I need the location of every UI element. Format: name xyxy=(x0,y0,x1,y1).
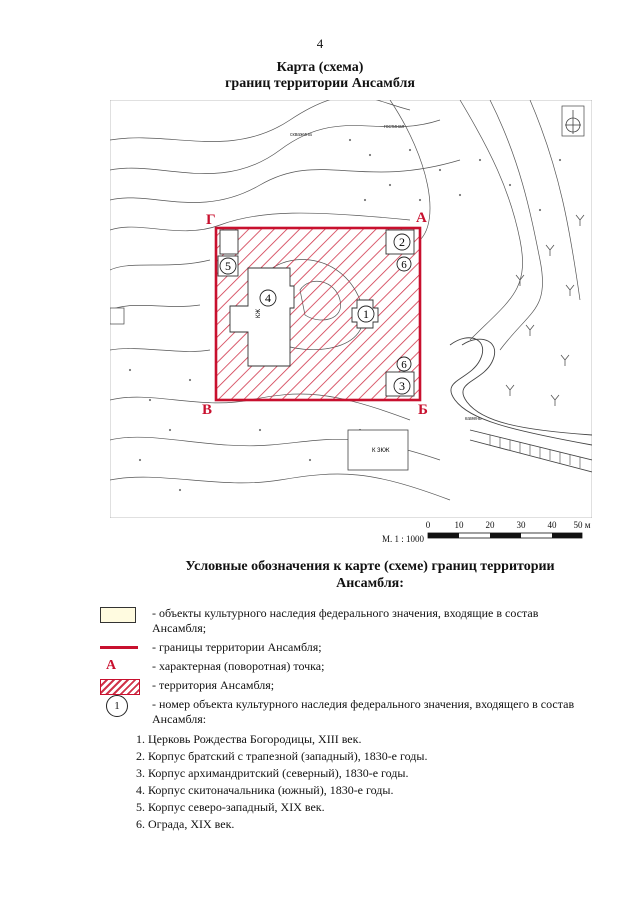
north-arrow-icon xyxy=(562,106,584,136)
road-label: К 3КЖ xyxy=(372,448,390,454)
point-g: Г xyxy=(206,212,216,228)
legend-item-point: А - характерная (поворотная) точка; xyxy=(106,658,325,673)
svg-text:10: 10 xyxy=(454,520,464,530)
point-symbol: А xyxy=(106,658,117,673)
contour-label: гостиная xyxy=(384,124,405,130)
legend-item-objects: - объекты культурного наследия федерального значения, входящие в состав Ансамбля; xyxy=(100,606,580,636)
legend-item-boundary: - границы территории Ансамбля; xyxy=(100,640,580,655)
boundary-map xyxy=(110,100,592,518)
svg-text:1: 1 xyxy=(363,307,369,321)
list-item: 2. Корпус братский с трапезной (западный), 1830-е годы. xyxy=(136,749,428,763)
legend-item-territory: - территория Ансамбля; xyxy=(100,678,580,693)
svg-text:4: 4 xyxy=(265,291,271,305)
list-item: 5. Корпус северо-западный, XIX век. xyxy=(136,800,325,814)
object-number-6-south xyxy=(397,357,411,371)
building-label: КЖ xyxy=(256,308,262,318)
page-number: 4 xyxy=(316,36,324,51)
hatch-swatch-icon xyxy=(100,679,140,695)
svg-text:50 м: 50 м xyxy=(573,520,591,530)
point-v: В xyxy=(202,402,213,418)
contour-label: камень xyxy=(465,416,482,422)
list-item: 1. Церковь Рождества Богородицы, XIII век. xyxy=(136,732,362,746)
svg-text:2: 2 xyxy=(399,235,405,249)
scale-bar xyxy=(382,520,592,550)
page-title xyxy=(0,60,640,92)
legend xyxy=(100,606,580,833)
boundary-line-icon xyxy=(100,646,138,649)
object-number-4 xyxy=(260,290,276,306)
legend-title: Условные обозначения к карте (схеме) границ территории Ансамбля: xyxy=(185,559,555,591)
list-item: 3. Корпус архимандритский (северный), 1830-е годы. xyxy=(136,766,409,780)
object-number-6-north xyxy=(397,257,411,271)
svg-text:40: 40 xyxy=(547,520,557,530)
object-number-5 xyxy=(220,258,236,274)
title-line-1: Карта (схема) xyxy=(276,60,364,75)
point-b: Б xyxy=(418,402,428,418)
object-swatch-icon xyxy=(100,607,136,623)
object-list xyxy=(136,731,580,833)
small-structure xyxy=(110,308,124,324)
scale-ratio: М. 1 : 1000 xyxy=(382,534,425,544)
svg-text:0: 0 xyxy=(425,520,431,530)
object-number-1 xyxy=(358,306,374,322)
contour-label: скважина xyxy=(290,132,312,138)
svg-text:6: 6 xyxy=(401,259,407,271)
svg-text:5: 5 xyxy=(225,259,231,273)
list-item: 6. Ограда, XIX век. xyxy=(136,817,235,831)
number-circle-icon: 1 xyxy=(106,695,128,717)
title-line-2: границ территории Ансамбля xyxy=(225,76,415,91)
svg-text:30: 30 xyxy=(516,520,526,530)
list-item: 4. Корпус скитоначальника (южный), 1830-е годы. xyxy=(136,783,394,797)
object-number-3 xyxy=(394,378,410,394)
svg-text:6: 6 xyxy=(401,359,407,371)
object-number-2 xyxy=(394,234,410,250)
building-5-upper xyxy=(220,230,238,254)
legend-item-number: 1 - номер объекта культурного наследия федерального значения, входящего в состав Ансамбля: xyxy=(100,697,580,727)
point-a: А xyxy=(416,210,427,226)
svg-text:3: 3 xyxy=(399,379,405,393)
svg-text:20: 20 xyxy=(485,520,495,530)
